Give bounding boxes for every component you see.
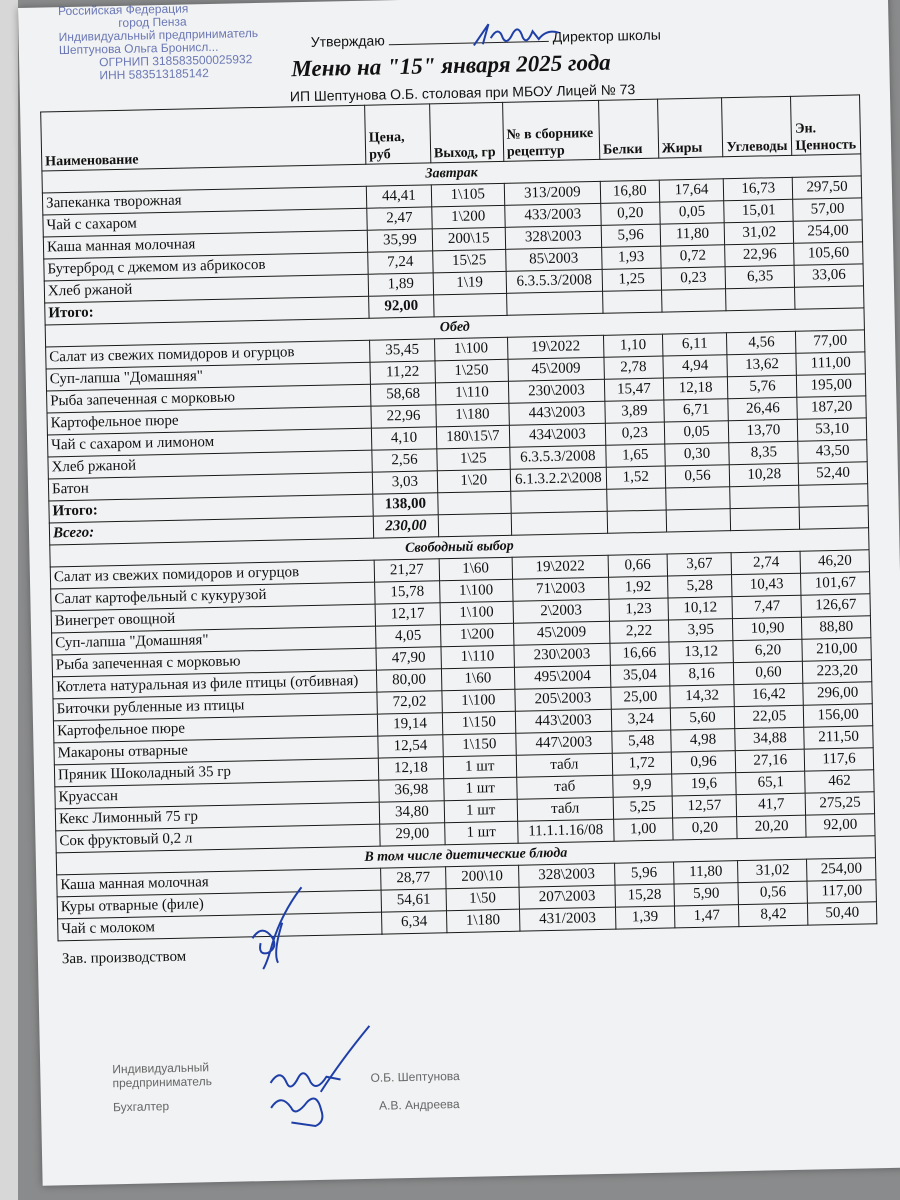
cell-recipe: 443\2003 (515, 709, 612, 733)
cell-yield: 1\110 (435, 381, 508, 405)
stamp-line: Шептунова Ольга Бронисл... (58, 39, 219, 58)
empty-cell (799, 484, 868, 507)
cell-fat: 19,6 (671, 773, 736, 796)
cell-yield: 1\50 (446, 887, 519, 911)
empty-cell (438, 513, 511, 537)
cell-carbs: 16,42 (734, 683, 803, 706)
cell-protein: 0,20 (601, 202, 660, 225)
cell-price: 47,90 (376, 647, 441, 670)
cell-energy: 50,40 (808, 902, 877, 925)
cell-protein: 1,65 (606, 444, 665, 467)
cell-yield: 1\250 (435, 359, 508, 383)
cell-yield: 1\19 (433, 271, 506, 295)
cell-price: 44,41 (366, 185, 431, 208)
empty-cell (607, 510, 666, 533)
cell-name: Кекс Лимонный 75 гр (55, 802, 379, 831)
cell-energy: 195,00 (797, 374, 866, 397)
cell-name: Салат из свежих помидоров и огурцов (50, 560, 374, 589)
cell-protein: 1,25 (602, 268, 661, 291)
cell-recipe: 6.3.5.3/2008 (506, 269, 603, 293)
cell-name: Каша манная молочная (57, 868, 381, 897)
cell-protein: 5,48 (612, 730, 671, 753)
cell-carbs: 10,28 (730, 463, 799, 486)
cell-energy: 77,00 (796, 330, 865, 353)
cell-recipe: 433/2003 (504, 203, 601, 227)
empty-cell (511, 511, 608, 535)
cell-energy: 254,00 (807, 858, 876, 881)
cell-name: Суп-лапша "Домашняя" (46, 362, 370, 391)
cell-fat: 10,12 (668, 597, 733, 620)
cell-fat: 0,05 (664, 421, 729, 444)
cell-name: Картофельное пюре (47, 406, 371, 435)
cell-carbs: 6,35 (726, 265, 795, 288)
cell-recipe: 447\2003 (516, 731, 613, 755)
cell-price: 80,00 (376, 669, 441, 692)
cell-energy: 210,00 (802, 638, 871, 661)
cell-price: 15,78 (375, 581, 440, 604)
cell-price: 34,80 (379, 801, 444, 824)
cell-yield: 1 шт (444, 777, 517, 801)
cell-fat: 0,56 (665, 465, 730, 488)
cell-yield: 1\20 (437, 469, 510, 493)
section-heading: Свободный выбор (50, 528, 869, 567)
cell-protein: 3,24 (611, 708, 670, 731)
cell-recipe: 328\2003 (518, 863, 615, 887)
cell-price: 19,14 (377, 713, 442, 736)
cell-price: 12,17 (375, 603, 440, 626)
cell-name: Суп-лапша "Домашняя" (52, 626, 376, 655)
cell-recipe: 6.1.3.2.2\2008 (510, 467, 607, 491)
ip-signature (249, 1021, 381, 1134)
cell-protein: 16,80 (600, 180, 659, 203)
stamp-line: город Пенза (118, 14, 187, 30)
cell-protein: 1,00 (614, 818, 673, 841)
cell-carbs: 5,76 (728, 375, 797, 398)
cell-fat: 17,64 (659, 179, 724, 202)
cell-yield: 15\25 (433, 249, 506, 273)
total-value: 92,00 (369, 295, 434, 318)
cell-energy: 117,6 (805, 748, 874, 771)
ip-signature-label (112, 1060, 223, 1090)
cell-fat: 0,05 (659, 201, 724, 224)
cell-yield: 1\100 (439, 579, 512, 603)
cell-name: Хлеб ржаной (48, 450, 372, 479)
cell-price: 21,27 (374, 559, 439, 582)
cell-energy: 33,06 (794, 264, 863, 287)
cell-price: 4,10 (371, 427, 436, 450)
cell-fat: 4,98 (670, 729, 735, 752)
cell-name: Батон (48, 472, 372, 501)
cell-recipe: 328\2003 (505, 225, 602, 249)
cell-protein: 1,10 (603, 334, 662, 357)
cell-price: 72,02 (377, 691, 442, 714)
cell-price: 36,98 (379, 779, 444, 802)
cell-carbs: 16,73 (724, 177, 793, 200)
cell-yield: 1 шт (444, 799, 517, 823)
cell-protein: 9,9 (613, 774, 672, 797)
cell-name: Биточки рубленные из птицы (53, 692, 377, 721)
cell-price: 11,22 (370, 361, 435, 384)
cell-energy: 111,00 (796, 352, 865, 375)
cell-yield: 1\100 (442, 689, 515, 713)
cell-yield: 1\60 (441, 667, 514, 691)
cell-protein: 35,04 (610, 664, 669, 687)
cell-carbs: 15,01 (724, 199, 793, 222)
cell-protein: 0,23 (605, 422, 664, 445)
cell-fat: 4,94 (663, 355, 728, 378)
cell-recipe: 2\2003 (513, 599, 610, 623)
cell-name: Бутерброд с джемом из абрикосов (44, 252, 368, 281)
cell-protein: 2,78 (604, 356, 663, 379)
cell-protein: 1,72 (612, 752, 671, 775)
total-label: Итого: (49, 494, 373, 523)
cell-price: 4,05 (376, 625, 441, 648)
cell-carbs: 6,20 (733, 639, 802, 662)
cell-protein: 3,89 (605, 400, 664, 423)
cell-energy: 43,50 (798, 440, 867, 463)
cell-energy: 296,00 (803, 682, 872, 705)
cell-carbs: 20,20 (737, 815, 806, 838)
cell-energy: 117,00 (807, 880, 876, 903)
col-header-fat: Жиры (657, 98, 723, 158)
cell-yield: 1\100 (440, 601, 513, 625)
cell-fat: 0,96 (671, 751, 736, 774)
cell-recipe: 19\2022 (512, 555, 609, 579)
cell-carbs: 10,43 (732, 573, 801, 596)
cell-name: Картофельное пюре (53, 714, 377, 743)
cell-carbs: 31,02 (738, 859, 807, 882)
cell-carbs: 31,02 (725, 221, 794, 244)
col-header-protein: Белки (599, 99, 659, 159)
cell-price: 58,68 (371, 383, 436, 406)
cell-yield: 1\110 (441, 645, 514, 669)
section-heading: В том числе диетические блюда (56, 836, 875, 875)
approval-suffix: Директор школы (552, 26, 661, 45)
cell-price: 12,54 (378, 735, 443, 758)
ip-stamp (58, 0, 310, 83)
cell-yield: 200\15 (432, 227, 505, 251)
cell-recipe: 85\2003 (505, 247, 602, 271)
cell-yield: 1\150 (442, 711, 515, 735)
cell-yield: 1 шт (445, 821, 518, 845)
menu-sheet (18, 0, 900, 1186)
cell-price: 6,34 (382, 911, 447, 934)
cell-name: Чай с сахаром и лимоном (47, 428, 371, 457)
cell-protein: 5,25 (613, 796, 672, 819)
empty-cell (506, 291, 603, 315)
cell-carbs: 0,60 (734, 661, 803, 684)
ip-label-text: Индивидуальный предприниматель (112, 1060, 213, 1091)
cell-price: 22,96 (371, 405, 436, 428)
cell-fat: 0,72 (660, 245, 725, 268)
cell-recipe: таб (516, 775, 613, 799)
cell-energy: 254,00 (793, 220, 862, 243)
cell-energy: 223,20 (803, 660, 872, 683)
total-label: Итого: (45, 296, 369, 325)
cell-recipe: 313/2009 (504, 181, 601, 205)
cell-fat: 3,67 (667, 553, 732, 576)
cell-recipe: табл (517, 797, 614, 821)
cell-recipe: 6.3.5.3/2008 (510, 445, 607, 469)
cell-name: Чай с сахаром (43, 208, 367, 237)
stamp-line: ОГРНИП 318583500025932 (99, 52, 253, 70)
cell-energy: 126,67 (801, 594, 870, 617)
cell-fat: 11,80 (660, 223, 725, 246)
cell-carbs: 2,74 (732, 551, 801, 574)
cell-protein: 5,96 (601, 224, 660, 247)
cell-energy: 88,80 (802, 616, 871, 639)
cell-price: 3,03 (372, 471, 437, 494)
cell-fat: 0,23 (661, 267, 726, 290)
cell-recipe: 45\2009 (508, 357, 605, 381)
cell-energy: 297,50 (793, 176, 862, 199)
cell-name: Макароны отварные (54, 736, 378, 765)
empty-cell (607, 488, 666, 511)
cell-recipe: 495\2004 (514, 665, 611, 689)
cell-energy: 57,00 (793, 198, 862, 221)
col-header-yield: Выход, гр (429, 102, 503, 163)
cell-name: Винегрет овощной (51, 604, 375, 633)
cell-price: 35,45 (370, 339, 435, 362)
cell-energy: 53,10 (798, 418, 867, 441)
cell-recipe: 19\2022 (507, 335, 604, 359)
cell-carbs: 22,05 (735, 705, 804, 728)
stamp-line: ИНН 583513185142 (99, 66, 209, 83)
cell-name: Хлеб ржаной (44, 274, 368, 303)
cell-fat: 14,32 (670, 685, 735, 708)
director-signature (468, 18, 569, 50)
cell-recipe: 11.1.1.16/08 (517, 819, 614, 843)
cell-protein: 0,66 (608, 554, 667, 577)
empty-cell (726, 287, 795, 310)
cell-energy: 105,60 (794, 242, 863, 265)
cell-price: 1,89 (368, 273, 433, 296)
cell-yield: 1\25 (437, 447, 510, 471)
stamp-line: Индивидуальный предприниматель (58, 25, 259, 45)
cell-name: Салат из свежих помидоров и огурцов (46, 340, 370, 369)
cell-price: 2,56 (372, 449, 437, 472)
cell-name: Куры отварные (филе) (57, 890, 381, 919)
cell-fat: 1,47 (674, 905, 739, 928)
cell-carbs: 34,88 (735, 727, 804, 750)
cell-protein: 25,00 (611, 686, 670, 709)
cell-energy: 92,00 (806, 814, 875, 837)
cell-yield: 200\10 (445, 865, 518, 889)
cell-recipe: 434\2003 (509, 423, 606, 447)
stamp-line: Российская Федерация (57, 1, 189, 19)
cell-carbs: 4,56 (727, 331, 796, 354)
col-header-price: Цена, руб (365, 104, 431, 164)
cell-yield: 1\105 (431, 183, 504, 207)
cell-price: 7,24 (368, 251, 433, 274)
cell-yield: 1\150 (443, 733, 516, 757)
cell-protein: 16,66 (610, 642, 669, 665)
cell-name: Котлета натуральная из филе птицы (отбивная) (53, 670, 377, 699)
cell-name: Круассан (55, 780, 379, 809)
production-manager-label: Зав. производством (61, 948, 187, 968)
cell-protein: 1,93 (602, 246, 661, 269)
production-signature (231, 882, 313, 974)
total-label: Всего: (49, 516, 373, 545)
cell-fat: 5,90 (674, 883, 739, 906)
col-header-name: Наименование (41, 105, 366, 171)
cell-protein: 15,28 (615, 884, 674, 907)
accountant-label: Бухгалтер (112, 1099, 170, 1115)
col-header-energy: Эн. Ценность (791, 95, 861, 155)
menu-table (40, 94, 877, 941)
cell-carbs: 22,96 (725, 243, 794, 266)
cell-name: Рыба запеченная с морковью (47, 384, 371, 413)
cell-energy: 46,20 (800, 550, 869, 573)
empty-cell (603, 290, 662, 313)
cell-protein: 5,96 (614, 862, 673, 885)
cell-price: 29,00 (380, 823, 445, 846)
col-header-recipe: № в сборнике рецептур (502, 100, 599, 161)
empty-cell (731, 507, 800, 530)
cell-carbs: 10,90 (733, 617, 802, 640)
cell-recipe: 443\2003 (509, 401, 606, 425)
cell-protein: 1,52 (606, 466, 665, 489)
cell-fat: 3,95 (668, 619, 733, 642)
ip-name: О.Б. Шептунова (370, 1068, 460, 1085)
cell-yield: 1\200 (440, 623, 513, 647)
cell-carbs: 0,56 (738, 881, 807, 904)
cell-price: 28,77 (381, 867, 446, 890)
cell-carbs: 65,1 (736, 771, 805, 794)
cell-yield: 1\200 (432, 205, 505, 229)
cell-protein: 2,22 (609, 620, 668, 643)
cell-fat: 12,57 (672, 795, 737, 818)
approval-prefix: Утверждаю (310, 32, 385, 50)
cell-name: Сок фруктовый 0,2 л (56, 824, 380, 853)
cell-yield: 180\15\7 (436, 425, 509, 449)
cell-carbs: 27,16 (736, 749, 805, 772)
cell-name: Чай с молоком (58, 912, 382, 941)
cell-name: Рыба запеченная с морковью (52, 648, 376, 677)
cell-fat: 5,60 (670, 707, 735, 730)
cell-energy: 187,20 (797, 396, 866, 419)
empty-cell (730, 485, 799, 508)
empty-cell (433, 293, 506, 317)
empty-cell (438, 491, 511, 515)
total-value: 230,00 (373, 515, 438, 538)
cell-energy: 275,25 (805, 792, 874, 815)
cell-recipe: 230\2003 (514, 643, 611, 667)
accountant-name: А.В. Андреева (378, 1096, 460, 1113)
background-page-edge (0, 0, 18, 1200)
cell-recipe: 207\2003 (519, 885, 616, 909)
cell-price: 54,61 (381, 889, 446, 912)
cell-fat: 6,71 (664, 399, 729, 422)
empty-cell (661, 289, 726, 312)
cell-name: Запеканка творожная (42, 186, 366, 215)
cell-fat: 13,12 (669, 641, 734, 664)
cell-carbs: 13,62 (727, 353, 796, 376)
total-value: 138,00 (373, 493, 438, 516)
section-heading: Завтрак (42, 154, 861, 193)
cell-name: Салат картофельный с кукурузой (51, 582, 375, 611)
cell-recipe: 71\2003 (512, 577, 609, 601)
cell-yield: 1\100 (434, 337, 507, 361)
cell-fat: 12,18 (663, 377, 728, 400)
section-heading: Обед (45, 308, 864, 347)
col-header-carbs: Углеводы (722, 96, 792, 156)
cell-energy: 462 (805, 770, 874, 793)
cell-yield: 1\180 (446, 909, 519, 933)
cell-recipe: табл (516, 753, 613, 777)
cell-recipe: 431/2003 (519, 907, 616, 931)
cell-carbs: 26,46 (728, 397, 797, 420)
empty-cell (665, 487, 730, 510)
cell-price: 35,99 (367, 229, 432, 252)
cell-name: Пряник Шоколадный 35 гр (54, 758, 378, 787)
cell-protein: 1,39 (615, 906, 674, 929)
page-subtitle: ИП Шептунова О.Б. столовая при МБОУ Лицей № 73 (289, 81, 636, 105)
cell-fat: 6,11 (662, 333, 727, 356)
cell-energy: 52,40 (799, 462, 868, 485)
empty-cell (795, 286, 864, 309)
cell-fat: 5,28 (667, 575, 732, 598)
cell-yield: 1 шт (443, 755, 516, 779)
cell-yield: 1\180 (436, 403, 509, 427)
cell-price: 12,18 (378, 757, 443, 780)
empty-cell (799, 506, 868, 529)
cell-fat: 0,20 (672, 817, 737, 840)
cell-energy: 156,00 (804, 704, 873, 727)
empty-cell (666, 509, 731, 532)
cell-carbs: 8,42 (739, 903, 808, 926)
cell-fat: 8,16 (669, 663, 734, 686)
cell-carbs: 41,7 (737, 793, 806, 816)
cell-carbs: 8,35 (729, 441, 798, 464)
cell-protein: 1,92 (609, 576, 668, 599)
cell-carbs: 7,47 (732, 595, 801, 618)
page-title: Меню на "15" января 2025 года (291, 49, 611, 82)
cell-energy: 211,50 (804, 726, 873, 749)
cell-recipe: 205\2003 (515, 687, 612, 711)
cell-fat: 11,80 (673, 861, 738, 884)
cell-recipe: 230\2003 (508, 379, 605, 403)
cell-price: 2,47 (367, 207, 432, 230)
cell-recipe: 45\2009 (513, 621, 610, 645)
cell-protein: 1,23 (609, 598, 668, 621)
empty-cell (510, 489, 607, 513)
cell-carbs: 13,70 (729, 419, 798, 442)
table-body (42, 154, 877, 941)
cell-yield: 1\60 (439, 557, 512, 581)
cell-name: Каша манная молочная (43, 230, 367, 259)
cell-protein: 15,47 (604, 378, 663, 401)
cell-fat: 0,30 (664, 443, 729, 466)
cell-energy: 101,67 (801, 572, 870, 595)
